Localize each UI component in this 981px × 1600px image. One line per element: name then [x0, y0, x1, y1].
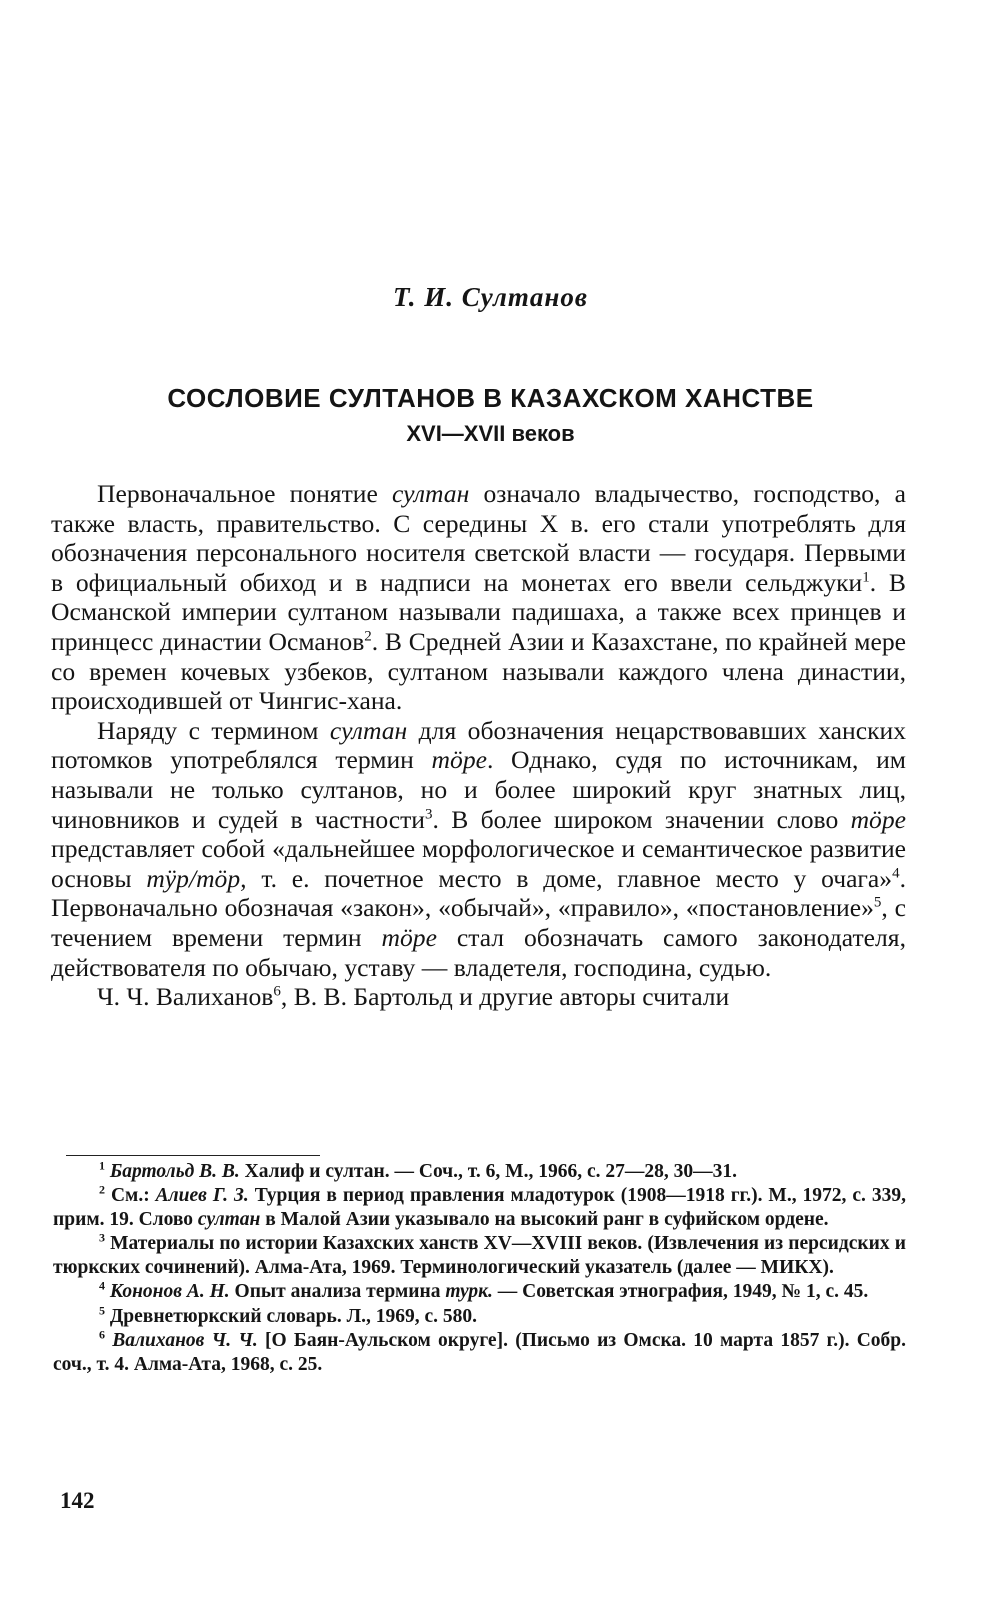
- footnote-ref-3: 3: [425, 806, 433, 822]
- footnote-divider: [66, 1155, 320, 1156]
- paragraph-3: Ч. Ч. Валиханов$^6$, В. В. Бартольд и другие авторы считали: [97, 982, 730, 1012]
- footnote-4: $^4$ Кононов А. Н. Опыт анализа термина турк. — Советская этнография, 1949, № 1, с. 45.: [99, 1278, 869, 1303]
- paragraph-2: Наряду с термином султан для обозначения нецарствовавших ханских потомков употреблялся термин тӧре. Однако, судя по источникам, им называли не только султанов, но и более широкий круг знатных лиц, чиновников и судей в частности$^3$. В более широком значении слово тӧре представляет собой «дальнейшее морфологическое и семантическое развитие основы тӱр/тӧр, т. е. почетное место в доме, главное место у очага»$^4$. Первоначально обозначая «закон», «обычай», «правило», «постановление»$^5$, с течением времени термин тӧре стал обозначать самого законодателя, действователя по обычаю, уставу — владетеля, господина, судью.: [51, 715, 907, 982]
- footnote-author: Кононов А. Н.: [109, 1281, 230, 1303]
- term-tore: тӧре: [381, 922, 437, 952]
- footnote-ref-6: 6: [273, 983, 281, 1000]
- footnotes: [53, 1160, 906, 1377]
- page-number: 142: [60, 1488, 95, 1513]
- article-subtitle: XVI—XVII веков: [406, 421, 575, 446]
- paragraph-1: Первоначальное понятие султан означало владычество, господство, а также власть, правительство. С середины X в. его стали употреблять для обозначения персонального носителя светской власти — государя. Первыми в официальный обиход и в надписи на монетах его ввели сельджуки$^1$. В Османской империи султаном называли падишаха, а также всех принцев и принцесс династии Османов$^2$. В Средней Азии и Казахстане, по крайней мере со времен кочевых узбеков, султаном называли каждого члена династии, происходившей от Чингис-хана.: [51, 479, 906, 716]
- body-text: [51, 479, 906, 1012]
- footnote-author: Валиханов Ч. Ч.: [112, 1329, 258, 1351]
- footnote-6: $^6$ Валиханов Ч. Ч. [О Баян-Аульском округе]. (Письмо из Омска. 10 марта 1857 г.). Собр. соч., т. 4. Алма-Ата, 1968, с. 25.: [53, 1327, 906, 1375]
- term-tore: тӧре: [850, 804, 906, 834]
- term-tore: тӧре: [431, 745, 487, 775]
- footnote-ref-2: 2: [364, 628, 372, 645]
- article-title: СОСЛОВИЕ СУЛТАНОВ В КАЗАХСКОМ ХАНСТВЕ: [167, 383, 814, 413]
- footnote-2: $^2$ См.: Алиев Г. З. Турция в период правления младотурок (1908—1918 гг.). М., 1972, с. 339, прим. 19. Слово султан в Малой Азии указывало на высокий ранг в суфийском ордене.: [53, 1182, 907, 1231]
- footnote-ref-1: 1: [862, 569, 870, 586]
- footnote-author: Бартольд В. В.: [109, 1161, 240, 1182]
- footnote-ref-5: 5: [873, 894, 882, 911]
- footnote-term: султан: [197, 1209, 261, 1231]
- footnote-ref-4: 4: [892, 865, 900, 882]
- term-sultan: султан: [329, 715, 408, 745]
- footnote-term: турк.: [445, 1281, 493, 1303]
- footnote-3: $^3$ Материалы по истории Казахских ханств XV—XVIII веков. (Извлечения из персидских и тюркских сочинений). Алма-Ата, 1969. Терминологический указатель (далее — МИКХ).: [53, 1230, 906, 1279]
- author-name: Т. И. Султанов: [393, 282, 588, 312]
- footnote-author: Алиев Г. З.: [155, 1185, 249, 1207]
- term-sultan: султан: [391, 479, 470, 508]
- term-tur-tor: тӱр/тӧр,: [146, 863, 247, 893]
- footnote-5: $^5$ Древнетюркский словарь. Л., 1969, с. 580.: [99, 1303, 478, 1327]
- footnote-1: $^1$ Бартольд В. В. Халиф и султан. — Соч., т. 6, М., 1966, с. 27—28, 30—31.: [99, 1158, 737, 1182]
